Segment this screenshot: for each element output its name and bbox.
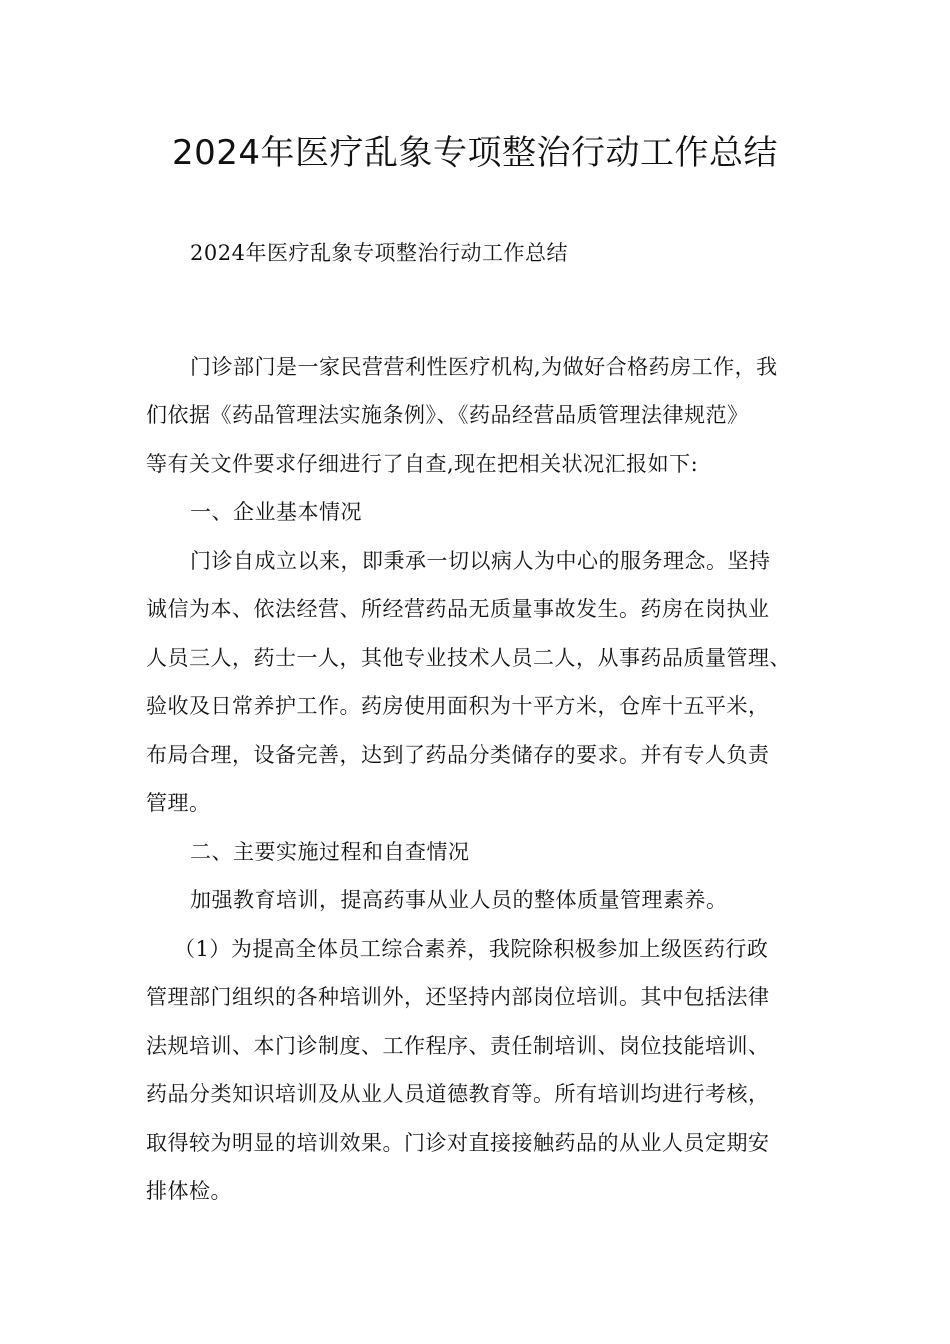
section-heading-1 <box>146 488 826 537</box>
document-body <box>146 229 826 1216</box>
document-subtitle: 2024年医疗乱象专项整治行动工作总结 <box>190 241 568 265</box>
paragraph-line: 法规培训、本门诊制度、工作程序、责任制培训、岗位技能培训、 <box>146 1033 770 1058</box>
paragraph-training-detail <box>146 925 826 1216</box>
paragraph-line: 布局合理，设备完善，达到了药品分类储存的要求。并有专人负责 <box>146 742 770 767</box>
paragraph-company-info <box>146 537 826 828</box>
paragraph-line: 排体检。 <box>146 1179 232 1203</box>
section-heading: 一、企业基本情况 <box>190 500 362 524</box>
paragraph-line: 管理。 <box>146 791 211 815</box>
paragraph-line: 加强教育培训，提高药事从业人员的整体质量管理素养。 <box>190 888 728 912</box>
paragraph-intro <box>146 343 826 489</box>
section-heading-2 <box>146 828 826 877</box>
paragraph-line: 门诊自成立以来，即秉承一切以病人为中心的服务理念。坚持 <box>190 548 771 573</box>
document-title: 2024年医疗乱象专项整治行动工作总结 <box>171 133 779 173</box>
paragraph-gap <box>146 278 826 343</box>
paragraph-line: 诚信为本、依法经营、所经营药品无质量事故发生。药房在岗执业 <box>146 597 770 621</box>
paragraph-training-summary <box>146 876 826 925</box>
paragraph-line: 药品分类知识培训及从业人员道德教育等。所有培训均进行考核， <box>146 1082 770 1106</box>
paragraph-line: 管理部门组织的各种培训外，还坚持内部岗位培训。其中包括法律 <box>146 985 770 1009</box>
paragraph-line: 等有关文件要求仔细进行了自查,现在把相关状况汇报如下: <box>146 451 699 476</box>
paragraph-line: 验收及日常养护工作。药房使用面积为十平方米，仓库十五平米， <box>146 694 770 718</box>
paragraph-line: 门诊部门是一家民营营利性医疗机构,为做好合格药房工作，我 <box>190 354 778 379</box>
paragraph-line: 们依据《药品管理法实施条例》、《药品经营品质管理法律规范》 <box>146 403 749 427</box>
paragraph-line: 人员三人，药士一人，其他专业技术人员二人，从事药品质量管理、 <box>146 645 791 670</box>
paragraph-line: （1）为提高全体员工综合素养，我院除积极参加上级医药行政 <box>174 936 769 961</box>
section-heading: 二、主要实施过程和自查情况 <box>190 839 470 864</box>
paragraph-line: 取得较为明显的培训效果。门诊对直接接触药品的从业人员定期安 <box>146 1130 770 1155</box>
